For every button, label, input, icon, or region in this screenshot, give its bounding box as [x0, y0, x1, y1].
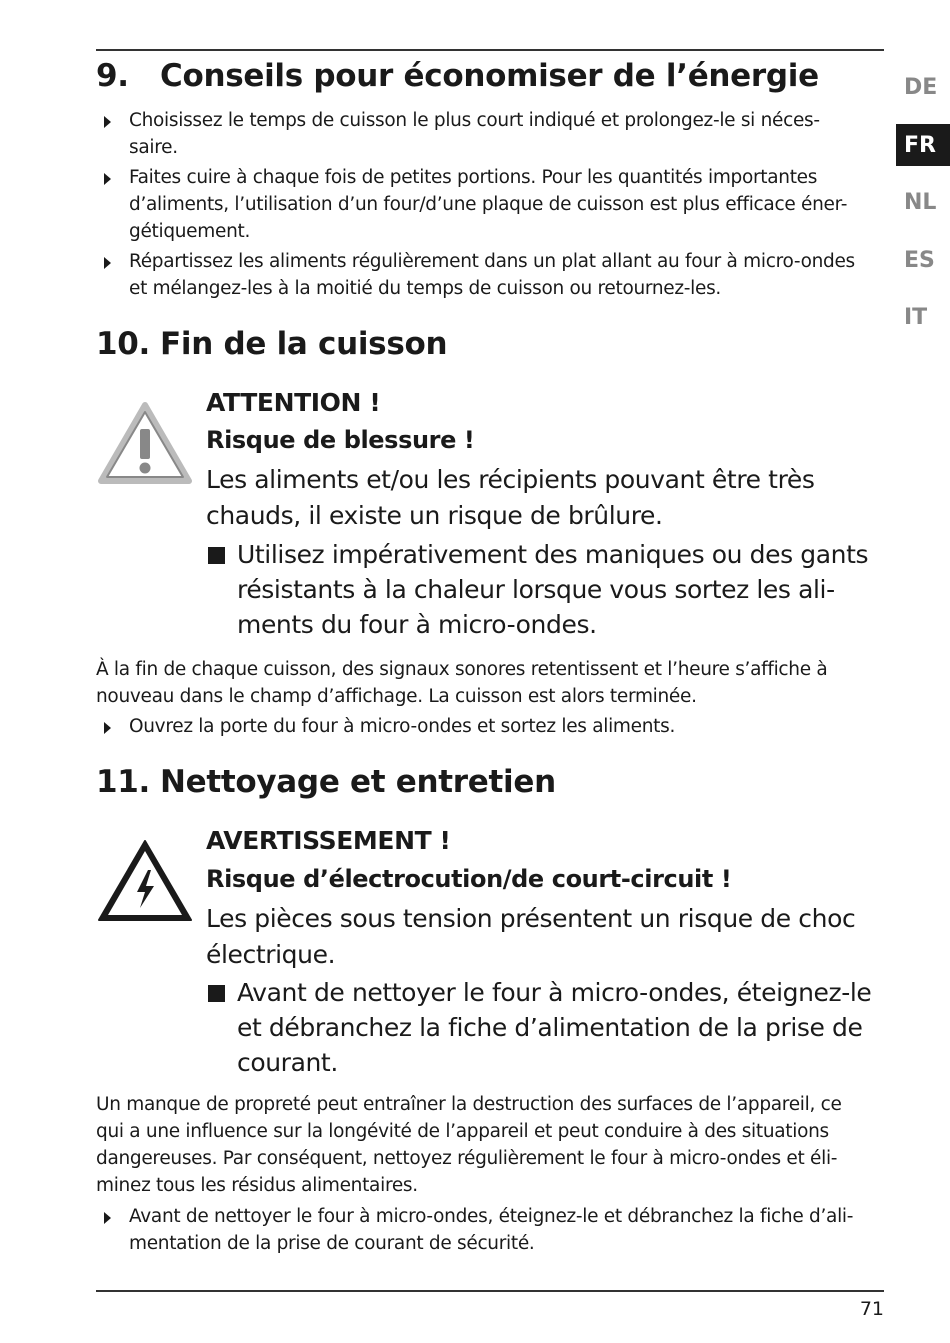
language-tab-es[interactable]: ES: [904, 247, 935, 273]
section-number: 10.: [96, 326, 151, 362]
square-bullet-icon: [208, 547, 225, 564]
warning-subtitle: Risque d’électrocution/de court-circuit !: [206, 865, 732, 893]
bullet-arrow-icon: [104, 173, 111, 185]
high-voltage-triangle-icon: [96, 838, 194, 924]
warning-subtitle: Risque de blessure !: [206, 426, 475, 454]
bullet-arrow-icon: [104, 722, 111, 734]
warning-title: AVERTISSEMENT !: [206, 826, 451, 855]
section-number: 9.: [96, 58, 129, 94]
language-tab-de[interactable]: DE: [904, 74, 938, 100]
bullet-arrow-icon: [104, 1212, 111, 1224]
page-number: 71: [859, 1298, 884, 1320]
warning-text: Les aliments et/ou les récipients pouvant être très chauds, il existe un risque de brûlure.: [206, 465, 815, 530]
section-title: Conseils pour économiser de l’énergie: [160, 58, 819, 94]
bullet-arrow-icon: [104, 116, 111, 128]
section-title: Fin de la cuisson: [160, 326, 448, 362]
warning-text: Les pièces sous tension présentent un risque de choc électrique.: [206, 904, 856, 969]
language-tab-fr[interactable]: FR: [896, 124, 950, 166]
bullet-arrow-icon: [104, 257, 111, 269]
list-item: Choisissez le temps de cuisson le plus court indiqué et prolongez-le si néces- saire.: [104, 107, 884, 161]
warning-instruction: Utilisez impérativement des maniques ou des gants résistants à la chaleur lorsque vous sortez les ali- ments du four à micro-ondes.: [206, 537, 876, 642]
top-rule: [96, 49, 884, 51]
caution-triangle-icon: [97, 401, 193, 485]
list-item: Répartissez les aliments régulièrement dans un plat allant au four à micro-ondes et mélangez-les à la moitié du temps de cuisson ou retournez-les.: [104, 248, 884, 302]
warning-instruction: Avant de nettoyer le four à micro-ondes, éteignez-le et débranchez la fiche d’alimentation de la prise de courant.: [206, 975, 876, 1080]
list-item: Avant de nettoyer le four à micro-ondes, éteignez-le et débranchez la fiche d’ali- mentation de la prise de courant de sécurité.: [104, 1203, 884, 1257]
list-item: Ouvrez la porte du four à micro-ondes et sortez les aliments.: [104, 713, 884, 740]
paragraph: À la fin de chaque cuisson, des signaux sonores retentissent et l’heure s’affiche à nouveau dans le champ d’affichage. La cuisson est alors terminée.: [96, 659, 828, 707]
paragraph: Un manque de propreté peut entraîner la destruction des surfaces de l’appareil, ce qui a une influence sur la longévité de l’appareil et peut conduire à des situations dangereuses. Par conséquent, nettoyez régulièrement le four à micro-ondes et éli- minez tous les résidus alimentaires.: [96, 1094, 842, 1196]
section-number: 11.: [96, 764, 151, 800]
language-tab-nl[interactable]: NL: [904, 189, 937, 215]
section-10-heading: [96, 326, 447, 362]
section-11-heading: [96, 764, 556, 800]
section-title: Nettoyage et entretien: [160, 764, 556, 800]
section-9-heading: [96, 58, 819, 94]
language-tab-it[interactable]: IT: [904, 304, 928, 330]
list-item: Faites cuire à chaque fois de petites portions. Pour les quantités importantes d’aliments, l’utilisation d’un four/d’une plaque de cuisson est plus efficace éner- gétiquement.: [104, 164, 884, 245]
square-bullet-icon: [208, 985, 225, 1002]
bottom-rule: [96, 1290, 884, 1292]
warning-title: ATTENTION !: [206, 388, 381, 417]
